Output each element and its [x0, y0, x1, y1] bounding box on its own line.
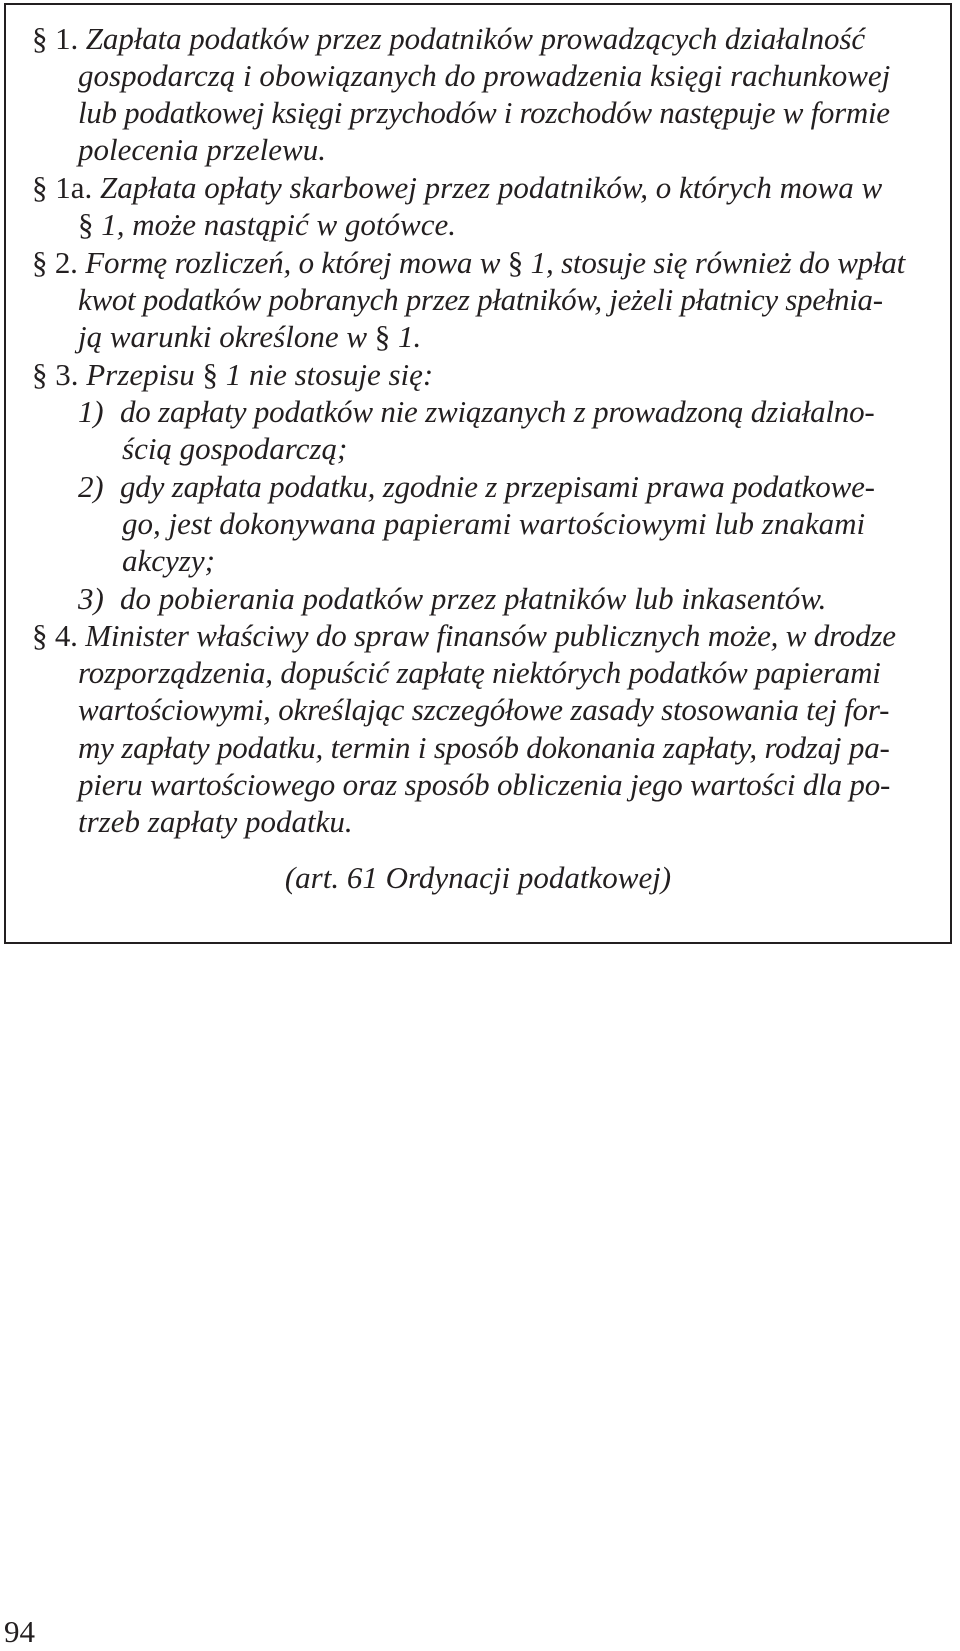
paragraph-number: 4.	[54, 618, 78, 653]
section-sign: §	[374, 319, 391, 354]
section-sign: §	[507, 245, 524, 280]
list-item-2-line-3: akcyzy;	[122, 543, 215, 578]
section-sign: §	[78, 207, 94, 242]
paragraph-number: 2.	[54, 245, 78, 280]
paragraph-2-line-1: § 2. Formę rozliczeń, o której mowa w § 1, stosuje się również do wpłat	[32, 245, 906, 280]
list-item-3-line-1: 3) do pobierania podatków przez płatników lub inkasentów.	[78, 581, 827, 616]
paragraph-4-line-6: trzeb zapłaty podatku.	[78, 804, 353, 839]
paragraph-1a-line-1: § 1a. Zapłata opłaty skarbowej przez podatników, o których mowa w	[32, 170, 883, 205]
section-sign: §	[32, 21, 48, 56]
paragraph-1-line-2: gospodarczą i obowiązanych do prowadzenia księgi rachunkowej	[78, 58, 891, 93]
paragraph-number: 1.	[55, 21, 79, 56]
paragraph-1-line-1: § 1. Zapłata podatków przez podatników prowadzących działalność	[32, 21, 866, 56]
list-item-number: 2)	[78, 469, 104, 504]
list-item-1-line-2: ścią gospodarczą;	[122, 431, 348, 466]
section-sign: §	[32, 357, 48, 392]
paragraph-2-line-2: kwot podatków pobranych przez płatników, jeżeli płatnicy spełnia-	[78, 282, 883, 317]
list-item-1-line-1: 1) do zapłaty podatków nie związanych z prowadzoną działalno-	[78, 394, 875, 429]
paragraph-4-line-4: my zapłaty podatku, termin i sposób dokonania zapłaty, rodzaj pa-	[78, 730, 890, 765]
paragraph-number: 3.	[55, 357, 79, 392]
list-item-number: 1)	[78, 394, 104, 429]
paragraph-4-line-1: § 4. Minister właściwy do spraw finansów publicznych może, w drodze	[32, 618, 896, 653]
section-sign: §	[202, 357, 218, 392]
legal-text-box	[4, 3, 952, 944]
section-sign: §	[32, 618, 48, 653]
citation: (art. 61 Ordynacji podatkowej)	[284, 860, 672, 895]
paragraph-1-line-3: lub podatkowej księgi przychodów i rozchodów następuje w formie	[78, 95, 890, 130]
paragraph-2-line-3: ją warunki określone w § 1.	[78, 319, 422, 354]
list-item-2-line-2: go, jest dokonywana papierami wartościowymi lub znakami	[122, 506, 866, 541]
page-number: 94	[4, 1614, 35, 1649]
list-item-2-line-1: 2) gdy zapłata podatku, zgodnie z przepisami prawa podatkowe-	[78, 469, 875, 504]
paragraph-4-line-2: rozporządzenia, dopuścić zapłatę niektórych podatków papierami	[78, 655, 881, 690]
paragraph-3-line-1: § 3. Przepisu § 1 nie stosuje się:	[32, 357, 434, 392]
list-item-number: 3)	[78, 581, 104, 616]
section-sign: §	[32, 245, 48, 280]
paragraph-4-line-5: pieru wartościowego oraz sposób obliczenia jego wartości dla po-	[78, 767, 891, 802]
paragraph-4-line-3: wartościowymi, określając szczegółowe zasady stosowania tej for-	[78, 692, 890, 727]
section-sign: §	[32, 170, 48, 205]
paragraph-number: 1a.	[55, 170, 93, 205]
paragraph-1-line-4: polecenia przelewu.	[78, 132, 326, 167]
paragraph-1a-line-2: § 1, może nastąpić w gotówce.	[78, 207, 456, 242]
